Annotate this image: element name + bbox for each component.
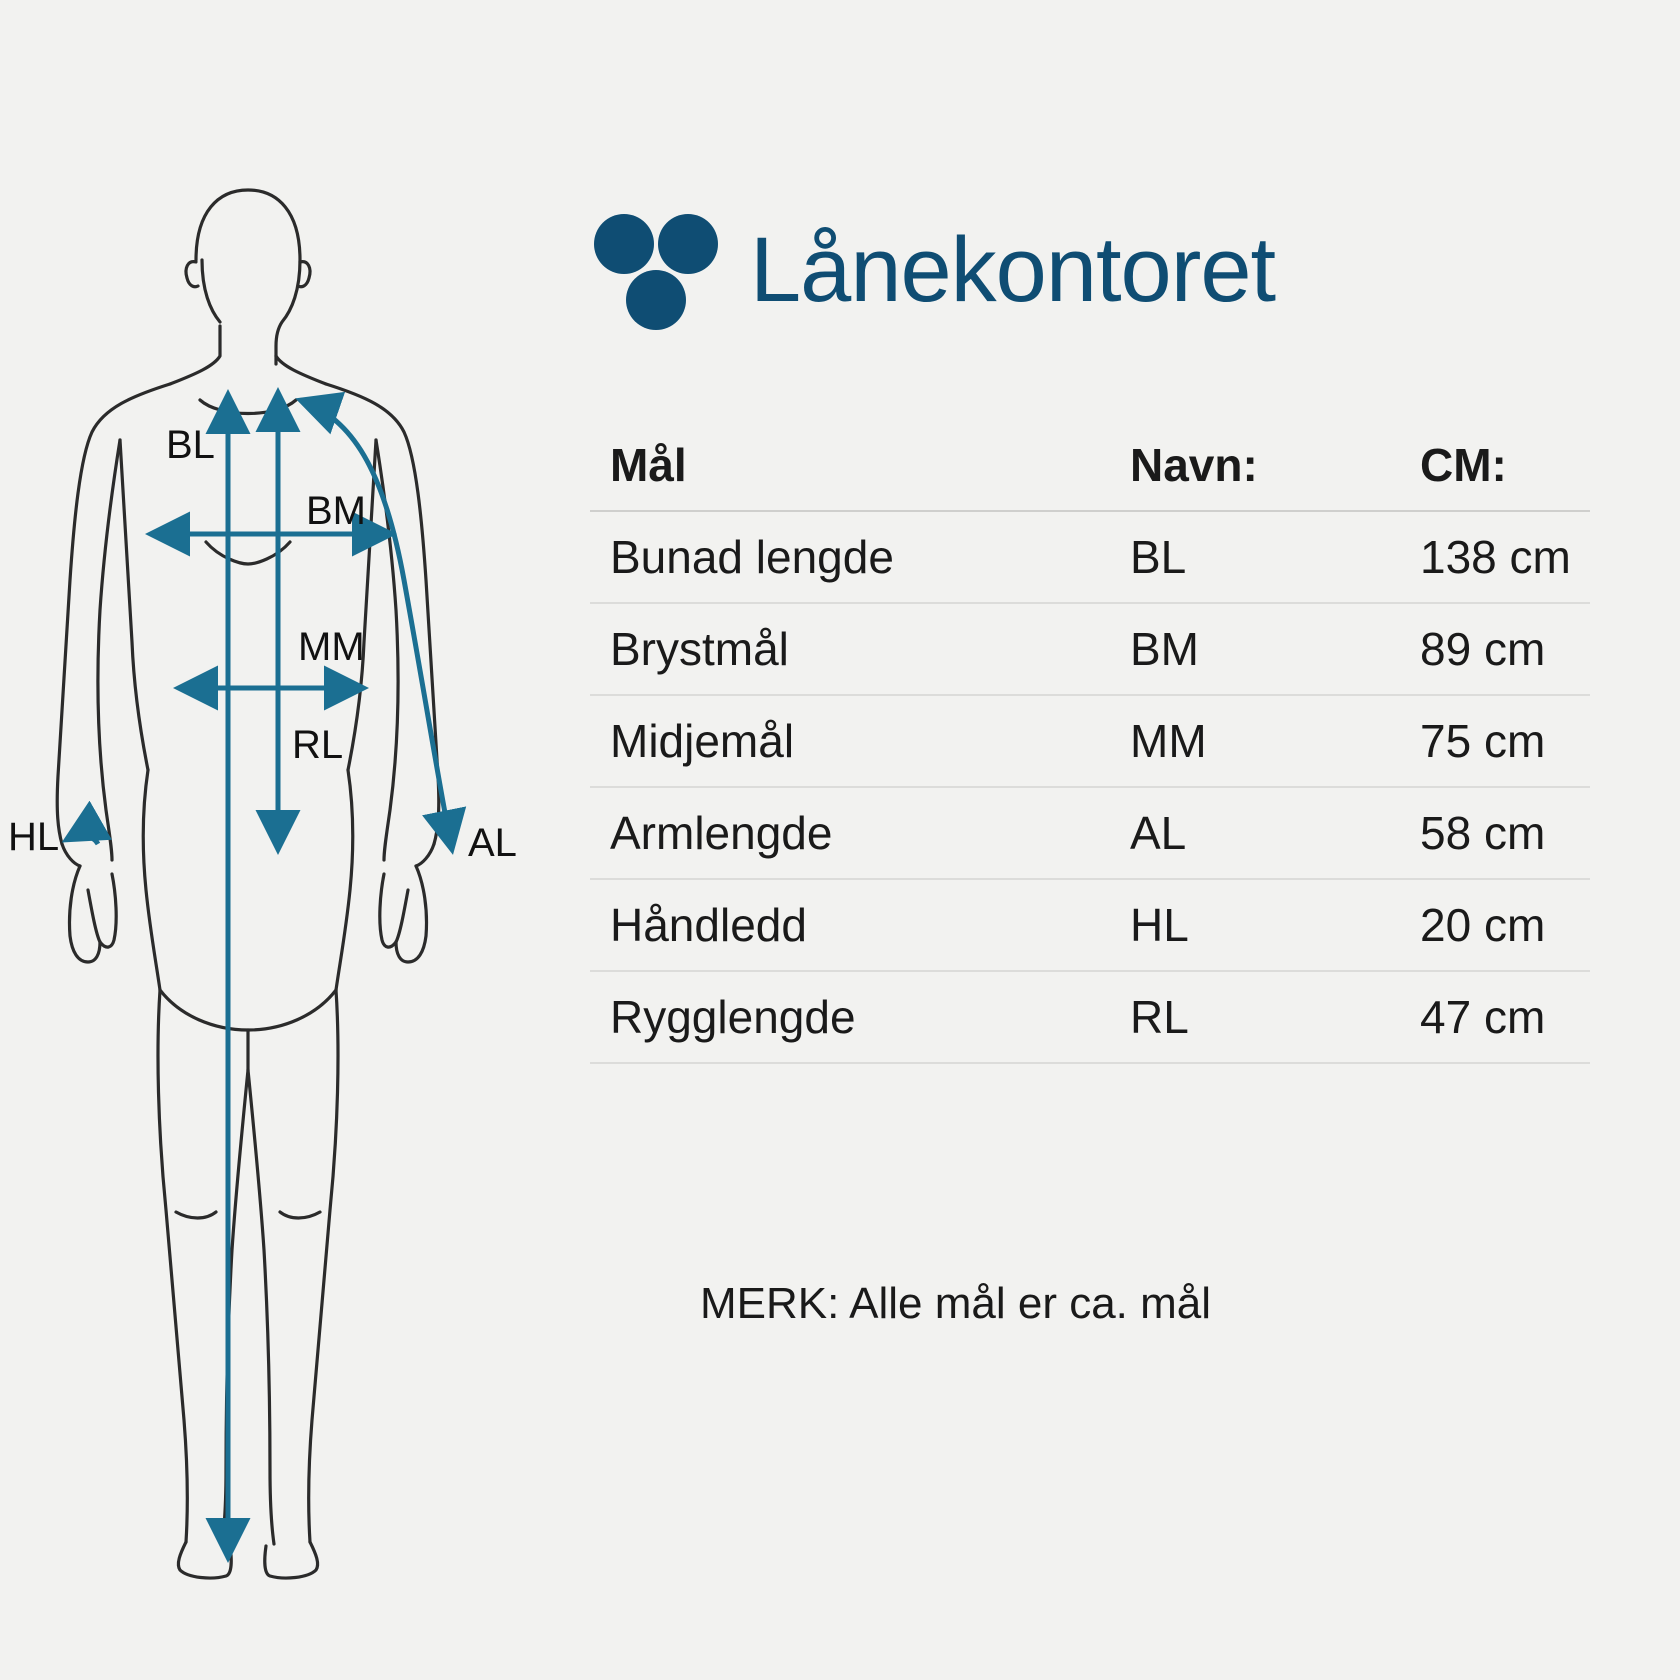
brand-name: Lånekontoret <box>750 219 1276 321</box>
row-code: AL <box>1110 787 1400 879</box>
table-row <box>590 603 1590 695</box>
row-cm: 138 cm <box>1400 511 1590 603</box>
brand-header <box>590 200 1650 340</box>
row-cm: 89 cm <box>1400 603 1590 695</box>
table-header-row <box>590 420 1590 511</box>
body-figure-panel <box>0 150 560 1600</box>
row-code: RL <box>1110 971 1400 1063</box>
note-text: MERK: Alle mål er ca. mål <box>700 1279 1212 1328</box>
label-bm: BM <box>306 489 366 533</box>
table-row <box>590 787 1590 879</box>
row-code: HL <box>1110 879 1400 971</box>
arrow-handledd <box>66 835 98 844</box>
table-row <box>590 511 1590 603</box>
row-measure: Brystmål <box>590 603 1110 695</box>
label-hl: HL <box>8 815 60 859</box>
info-panel <box>590 200 1650 1329</box>
table-row <box>590 695 1590 787</box>
row-cm: 47 cm <box>1400 971 1590 1063</box>
label-rl: RL <box>292 723 344 767</box>
table-row <box>590 971 1590 1063</box>
measurement-table <box>590 420 1590 1064</box>
body-measurement-diagram <box>0 150 560 1600</box>
human-body-outline <box>57 190 439 1578</box>
header-measure: Mål <box>590 420 1110 511</box>
row-measure: Bunad lengde <box>590 511 1110 603</box>
row-cm: 20 cm <box>1400 879 1590 971</box>
row-code: BM <box>1110 603 1400 695</box>
row-measure: Midjemål <box>590 695 1110 787</box>
row-measure: Armlengde <box>590 787 1110 879</box>
label-mm: MM <box>298 625 365 669</box>
row-code: MM <box>1110 695 1400 787</box>
table-row <box>590 879 1590 971</box>
label-bl: BL <box>166 423 215 467</box>
header-cm: CM: <box>1400 420 1590 511</box>
row-measure: Rygglengde <box>590 971 1110 1063</box>
header-name: Navn: <box>1110 420 1400 511</box>
three-dots-logo-icon <box>590 210 720 330</box>
row-code: BL <box>1110 511 1400 603</box>
measurement-arrows <box>66 392 452 1558</box>
row-measure: Håndledd <box>590 879 1110 971</box>
row-cm: 75 cm <box>1400 695 1590 787</box>
row-cm: 58 cm <box>1400 787 1590 879</box>
label-al: AL <box>468 821 517 865</box>
